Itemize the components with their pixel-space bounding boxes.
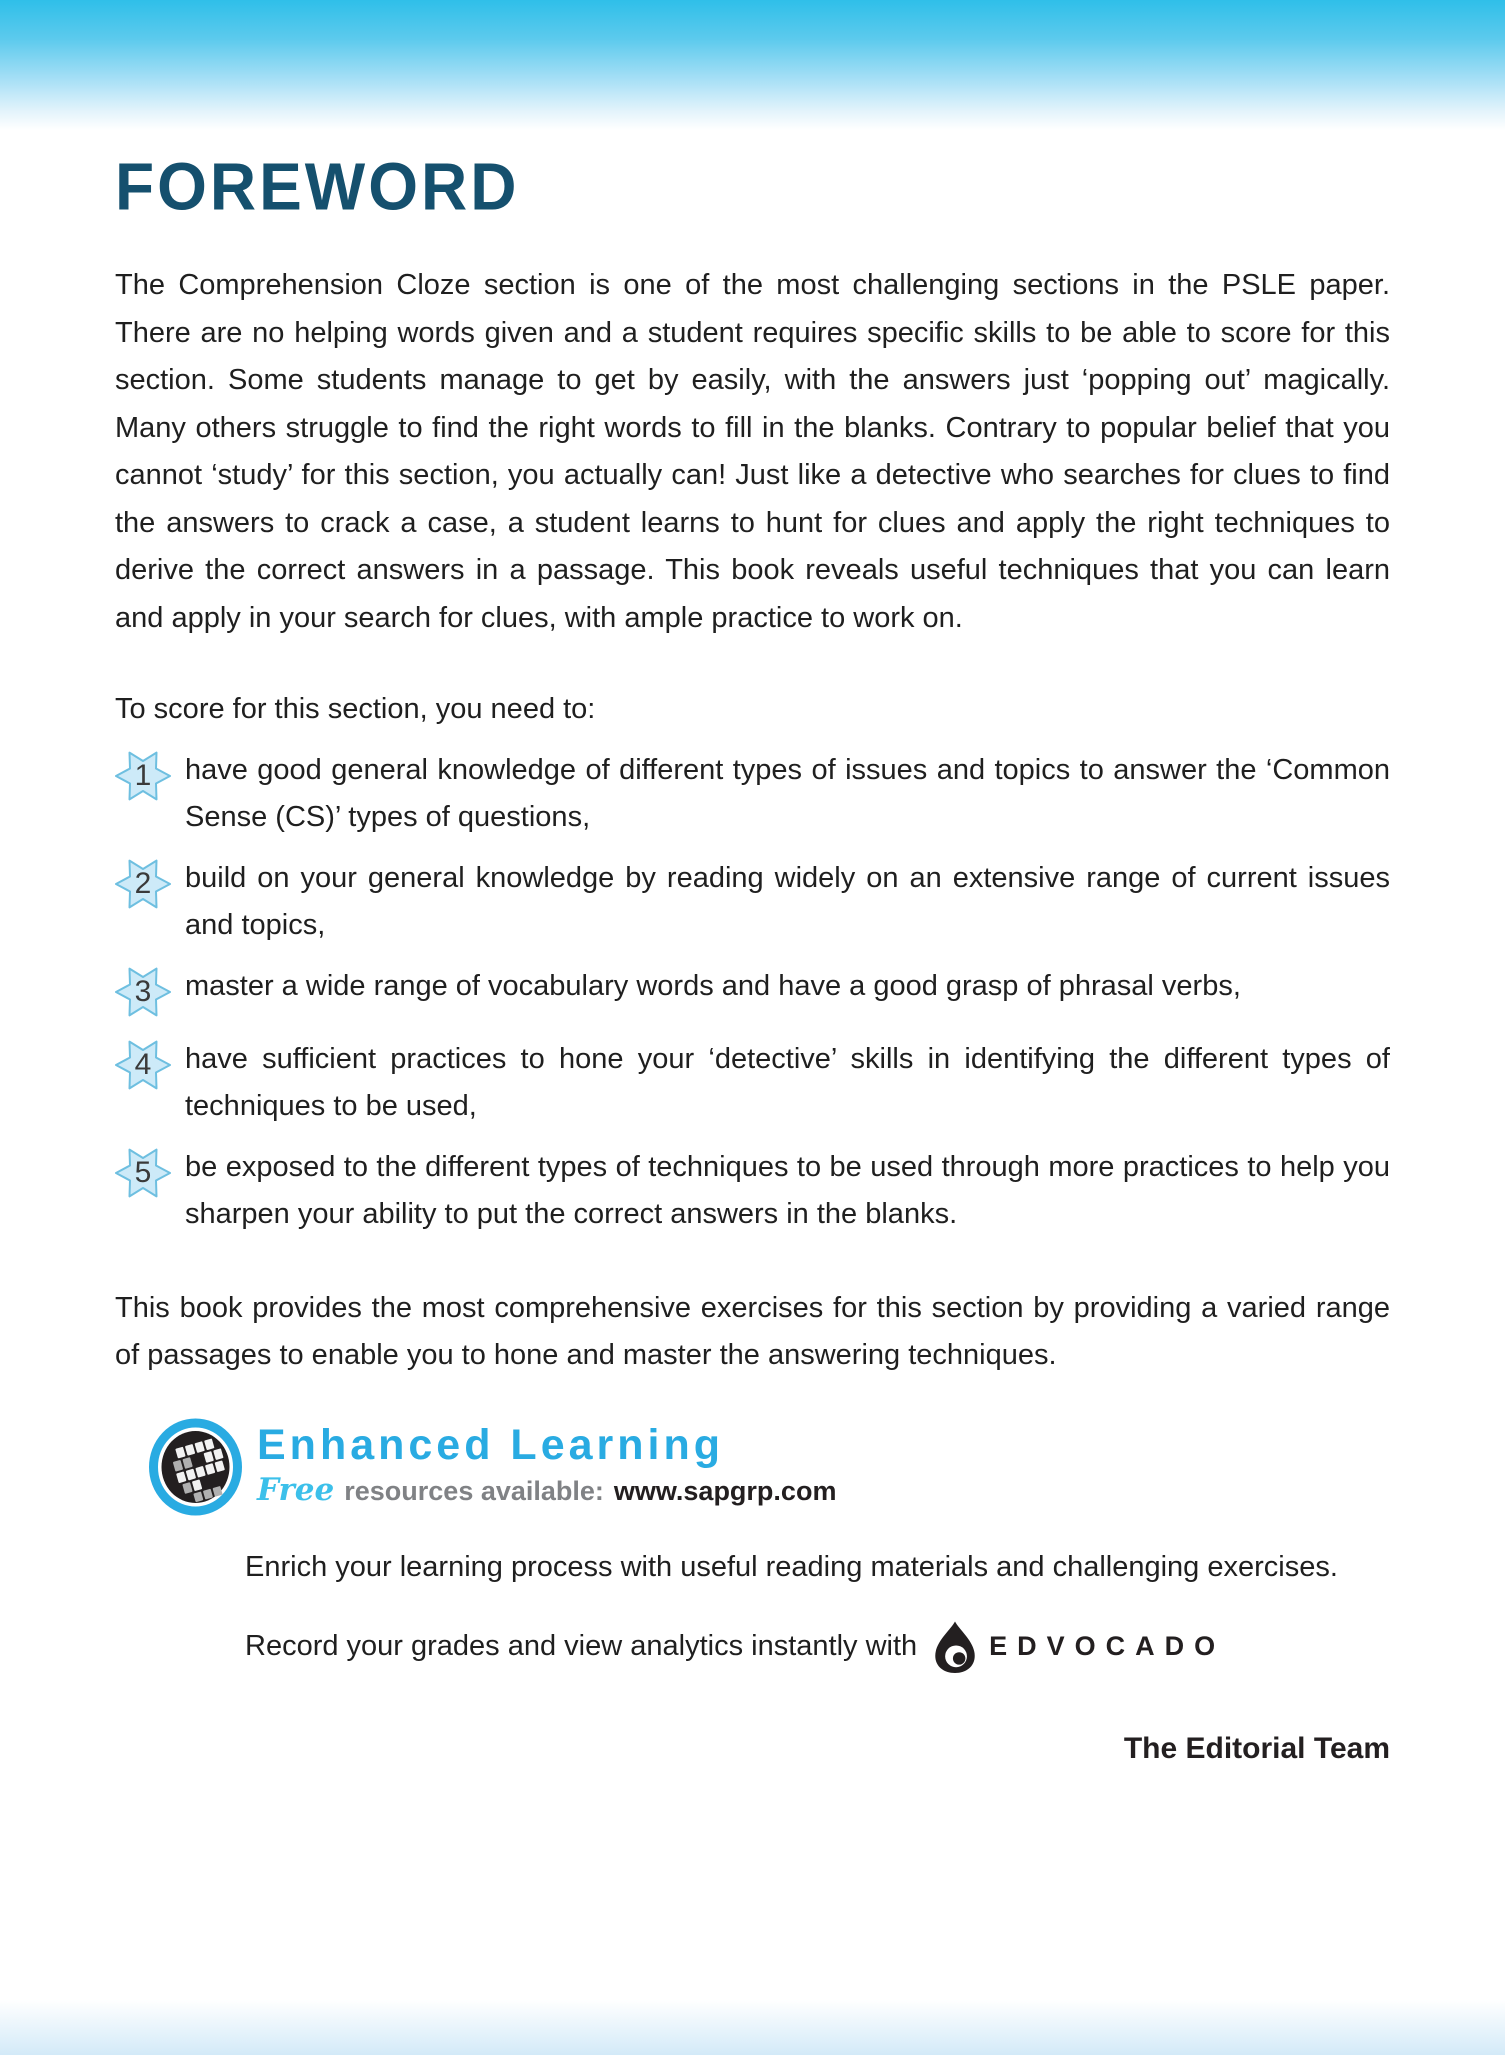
page-bottom-gradient [0, 2000, 1505, 2055]
list-item [115, 1144, 1390, 1239]
foreword-page [115, 148, 1390, 1766]
list-number: 2 [134, 866, 152, 900]
list-item-text: be exposed to the different types of techniques to be used through more practices to help you sharpen your ability to put the correct answers in the blanks. [185, 1150, 1390, 1230]
list-item-text: have good general knowledge of different types of issues and topics to answer the ‘Common Sense (CS)’ types of questions, [185, 753, 1390, 833]
intro-paragraph: The Comprehension Cloze section is one of the most challenging sections in the PSLE paper. There are no helping words given and a student requires specific skills to be able to score for this section. Some students manage to get by easily, with the answers just ‘popping out’ magically. Many others struggle to find the right words to fill in the blanks. Contrary to popular belief that you cannot ‘study’ for this section, you actually can! Just like a detective who searches for clues to find the answers to crack a case, a student learns to hunt for clues and apply the right techniques to derive the correct answers in a passage. This book reveals useful techniques that you can learn and apply in your search for clues, with ample practice to work on. [115, 269, 1390, 634]
enhanced-learning-section [115, 1418, 1390, 1516]
list-intro: To score for this section, you need to: [115, 693, 596, 725]
enhanced-learning-subtitle [257, 1472, 836, 1508]
list-number-badge [115, 963, 171, 1023]
record-grades-line [245, 1620, 1390, 1674]
list-item [115, 963, 1390, 1023]
enhanced-learning-header [257, 1418, 836, 1508]
list-number-badge [115, 1144, 171, 1204]
list-number: 4 [134, 1047, 152, 1081]
skills-list [115, 747, 1390, 1239]
list-number: 5 [134, 1155, 152, 1189]
list-item [115, 855, 1390, 950]
list-number: 3 [134, 974, 152, 1008]
list-item [115, 1036, 1390, 1131]
resources-label: resources available: [344, 1475, 604, 1506]
list-number: 1 [134, 758, 152, 792]
enhanced-learning-title: Enhanced Learning [257, 1420, 725, 1469]
website-text: www.sapgrp.com [613, 1475, 837, 1506]
list-item [115, 747, 1390, 842]
enhanced-learning-description: Enrich your learning process with useful reading materials and challenging exercises. [245, 1550, 1338, 1583]
free-label: Free [257, 1471, 335, 1508]
page-top-gradient [0, 0, 1505, 130]
closing-paragraph: This book provides the most comprehensive exercises for this section by providing a varied range of passages to enable you to hone and master the answering techniques. [115, 1291, 1390, 1371]
list-item-text: master a wide range of vocabulary words and have a good grasp of phrasal verbs, [185, 969, 1241, 1002]
enhanced-learning-icon [148, 1418, 243, 1516]
page-title: FOREWORD [115, 149, 520, 224]
edvocado-brand-text: EDVOCADO [989, 1631, 1226, 1662]
edvocado-icon [933, 1620, 977, 1674]
list-item-text: build on your general knowledge by reading widely on an extensive range of current issues and topics, [185, 861, 1390, 941]
list-item-text: have sufficient practices to hone your ‘detective’ skills in identifying the different types of techniques to be used, [185, 1042, 1390, 1122]
record-grades-text: Record your grades and view analytics instantly with [245, 1630, 918, 1663]
signature: The Editorial Team [1123, 1732, 1390, 1765]
list-number-badge [115, 855, 171, 915]
list-number-badge [115, 1036, 171, 1096]
list-number-badge [115, 747, 171, 807]
